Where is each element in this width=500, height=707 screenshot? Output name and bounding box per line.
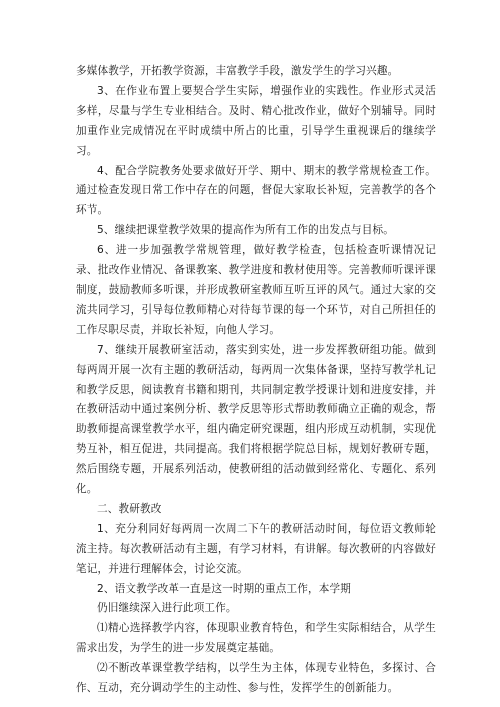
- paragraph-research-1: 1、充分利同好每两周一次周二下午的教研活动时间，每位语文教师轮流主持。每次教研活动有主题，有学习材料，有讲解。每次教研的内容做好笔记，并进行理解体会，讨论交流。: [76, 522, 436, 575]
- paragraph-item-5: 5、继续把课堂教学效果的提高作为所有工作的出发点与目标。: [97, 224, 394, 237]
- paragraph-item-3: 3、在作业布置上要契合学生实际，增强作业的实践性。作业形式灵活多样，尽量与学生专业相结合。及时、精心批改作业，做好个别辅导。同时加重作业完成情况在平时成绩中所占的比重，引导学生重视课后的继续学习。: [76, 84, 436, 157]
- paragraph-item-6: 6、进一步加强教学常规管理，做好教学检查，包括检查听课情况记录、批改作业情况、备课教案、教学进度和教材使用等。完善教师听课评课制度，鼓励教师多听课，并形成教研室教师互听互评的风气。通过大家的交流共同学习，引导每位教师精心对待每节课的每一个环节，对自己所担任的工作尽职尽责，并取长补短，向他人学习。: [76, 244, 436, 336]
- paragraph-1: 多媒体教学，开拓教学资源，丰富教学手段，激发学生的学习兴趣。: [76, 65, 399, 77]
- paragraph-sub-1: ⑴精心选择教学内容，体现职业教育特色，和学生实际相结合，从学生需求出发，为学生的进一步发展奠定基础。: [76, 622, 436, 655]
- paragraph-item-4: 4、配合学院教务处要求做好开学、期中、期末的教学常规检查工作。通过检查发现日常工作中存在的问题，督促大家取长补短，完善教学的各个环节。: [76, 164, 436, 217]
- paragraph-sub-2: ⑵不断改革课堂教学结构，以学生为主体，体现专业特色，多探讨、合作、互动，充分调动学生的主动性、参与性，发挥学生的创新能力。: [76, 662, 436, 695]
- paragraph-research-2: 2、语文教学改革一直是这一时期的重点工作，本学期: [97, 582, 351, 595]
- paragraph-research-2-continued: 仍旧继续深入进行此项工作。: [97, 602, 237, 615]
- paragraph-item-7: 7、继续开展教研室活动，落实到实处，进一步发挥教研组功能。做到每两周开展一次有主题的教研活动，每两周一次集体备课，坚持写教学札记和教学反思，阅读教育书籍和期刊，共同制定教学授课计划和进度安排，并在教研活动中通过案例分析、教学反思等形式帮助教师确立正确的观念，帮助教师提高课堂教学水平，组内确定研究课题，组内形成互动机制，实现优势互补，相互促进，共同提高。我们将根据学院总目标，规划好教研专题，然后围绕专题，开展系列活动，使教研组的活动做到经常化、专题化、系列化。: [76, 343, 436, 496]
- section-heading: 二、教研教改: [97, 502, 162, 515]
- document-body: [76, 62, 436, 699]
